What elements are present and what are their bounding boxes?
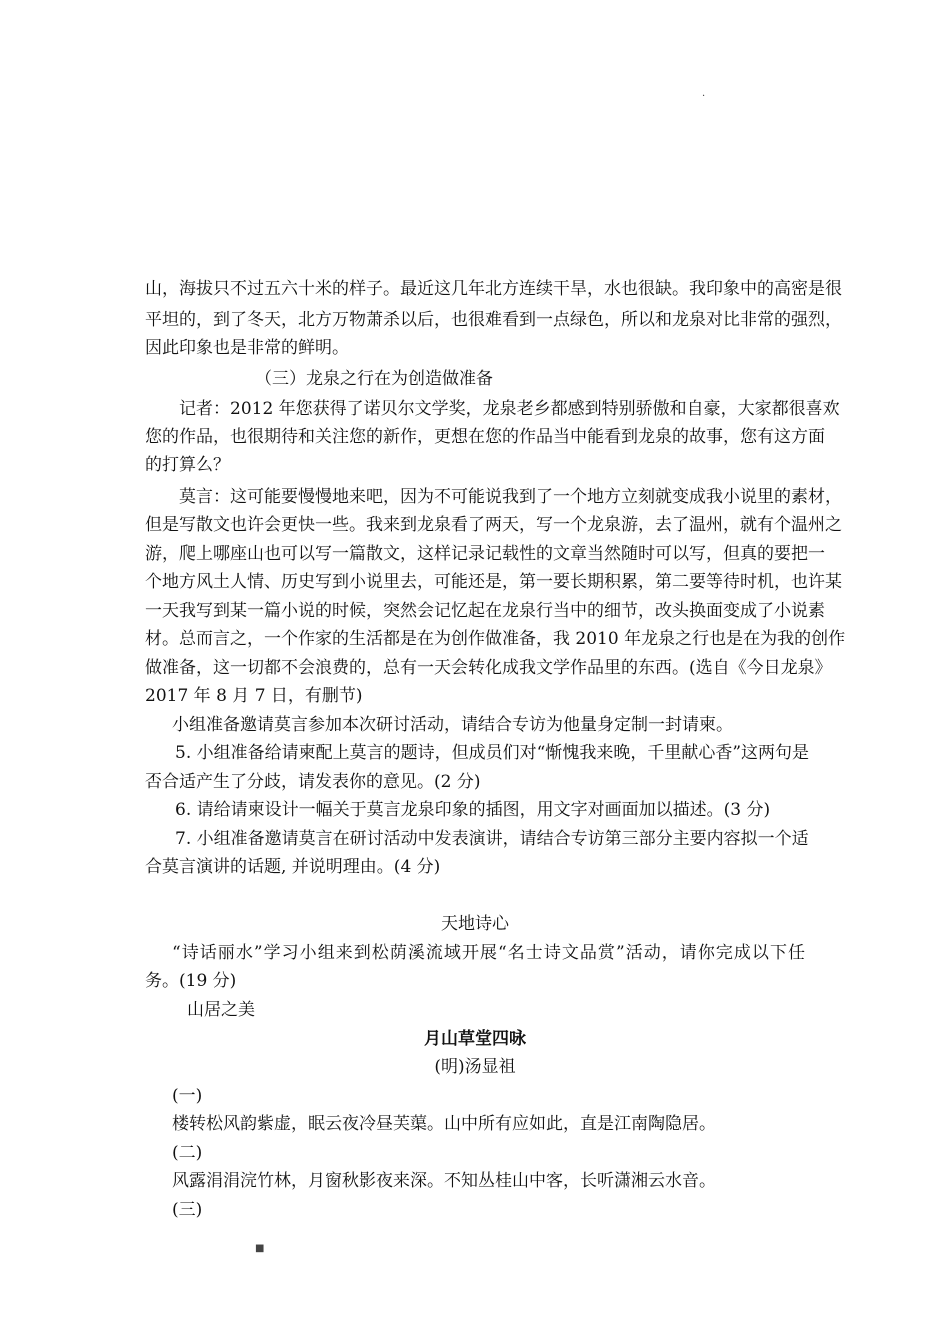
poem-verse: 楼转松风韵紫虚，眠云夜冷昼芙蕖。山中所有应如此，直是江南陶隐居。	[172, 1114, 716, 1134]
moyan-line: 做准备，这一切都不会浪费的，总有一天会转化成我文学作品里的东西。(选自《今日龙泉》	[145, 658, 832, 678]
moyan-line: 游，爬上哪座山也可以写一篇散文，这样记录记载性的文章当然随时可以写，但真的要把一	[145, 544, 825, 564]
moyan-line: 2017 年 8 月 7 日，有删节)	[145, 686, 363, 706]
question-7: 7. 小组准备邀请莫言在研讨活动中发表演讲，请结合专访第三部分主要内容拟一个适	[175, 829, 809, 849]
poem-verse: 风露涓涓浣竹林，月窗秋影夜来深。不知丛桂山中客，长听潇湘云水音。	[172, 1171, 716, 1191]
question-5: 否合适产生了分歧，请发表你的意见。(2 分)	[145, 772, 481, 792]
moyan-line: 但是写散文也许会更快一些。我来到龙泉看了两天，写一个龙泉游，去了温州，就有个温州之	[145, 515, 842, 535]
poem-number: (一)	[172, 1086, 203, 1106]
reporter-line: 的打算么？	[145, 455, 230, 475]
paragraph-line: 平坦的，到了冬天，北方万物萧杀以后，也很难看到一点绿色，所以和龙泉对比非常的强烈，	[145, 310, 842, 330]
moyan-line: 一天我写到某一篇小说的时候，突然会记忆起在龙泉行当中的细节，改头换面变成了小说素	[145, 601, 825, 621]
question-5: 5. 小组准备给请柬配上莫言的题诗，但成员们对“惭愧我来晚，千里献心香”这两句是	[175, 743, 810, 763]
reporter-line: 记者：2012 年您获得了诺贝尔文学奖，龙泉老乡都感到特别骄傲和自豪，大家都很喜欢	[179, 399, 840, 419]
footer-mark: ■	[255, 1243, 265, 1254]
section-heading: （三）龙泉之行在为创造做准备	[255, 369, 493, 389]
moyan-line: 材。总而言之，一个作家的生活都是在为创作做准备，我 2010 年龙泉之行也是在为我的创作	[145, 629, 846, 649]
poem-author: (明)汤显祖	[434, 1057, 516, 1077]
poem-number: (二)	[172, 1143, 203, 1163]
intro-line: “诗话丽水”学习小组来到松荫溪流域开展“名士诗文品赏”活动，请你完成以下任	[172, 943, 805, 963]
paragraph-line: 山，海拔只不过五六十米的样子。最近这几年北方连续干旱，水也很缺。我印象中的高密是很	[145, 279, 842, 299]
intro-line: 务。(19 分)	[145, 971, 237, 991]
moyan-line: 莫言：这可能要慢慢地来吧，因为不可能说我到了一个地方立刻就变成我小说里的素材，	[179, 487, 842, 507]
invite-text: 小组准备邀请莫言参加本次研讨活动，请结合专访为他量身定制一封请柬。	[172, 715, 733, 735]
moyan-line: 个地方风土人情、历史写到小说里去，可能还是，第一要长期积累，第二要等待时机，也许某	[145, 572, 842, 592]
question-7: 合莫言演讲的话题, 并说明理由。(4 分)	[145, 857, 441, 877]
section-title: 天地诗心	[441, 914, 509, 934]
paragraph-line: 因此印象也是非常的鲜明。	[145, 338, 349, 358]
question-6: 6. 请给请柬设计一幅关于莫言龙泉印象的插图，用文字对画面加以描述。(3 分)	[175, 800, 771, 820]
poem-number: (三)	[172, 1200, 203, 1220]
sub-title: 山居之美	[187, 1000, 255, 1020]
reporter-line: 您的作品，也很期待和关注您的新作，更想在您的作品当中能看到龙泉的故事，您有这方面	[145, 427, 825, 447]
poem-title: 月山草堂四咏	[424, 1029, 526, 1049]
header-mark: ·	[702, 91, 706, 102]
